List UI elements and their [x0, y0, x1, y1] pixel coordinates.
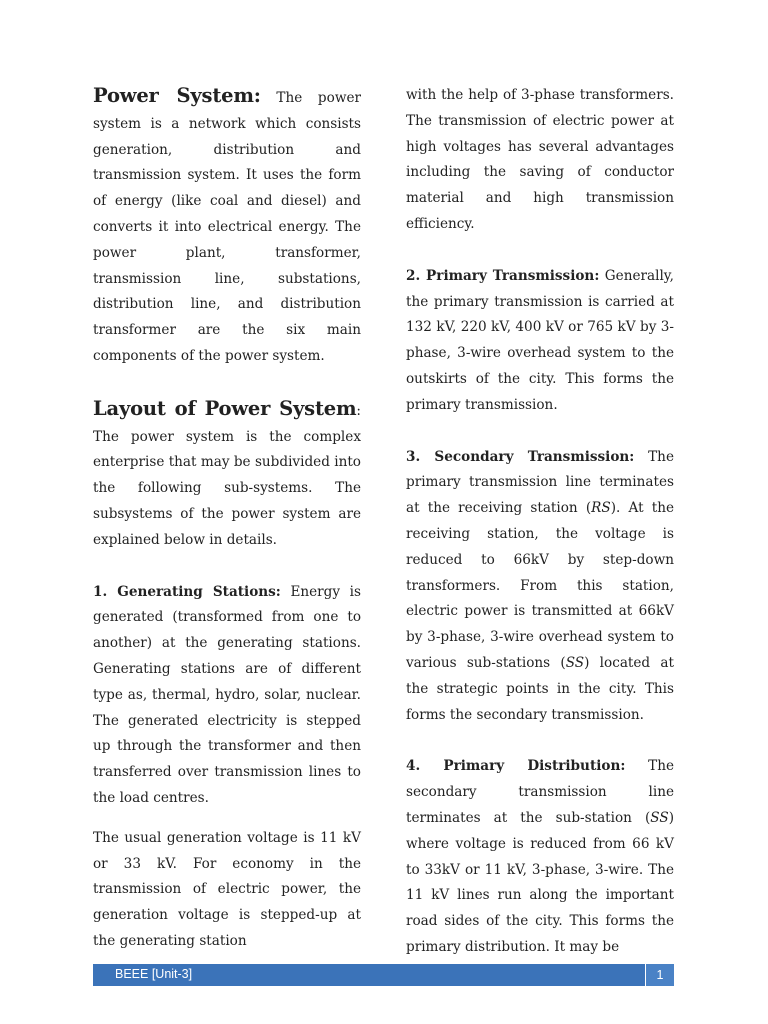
continuation-paragraph: with the help of 3-phase transformers. The transmission of electric power at high voltages has several advantages including the saving of conductor material and high transmission efficiency.	[406, 87, 674, 232]
layout-heading: Layout of Power System	[93, 396, 357, 420]
secondary-transmission-heading: 3. Secondary Transmission:	[406, 448, 635, 465]
secondary-transmission-body-2: ). At the receiving station, the voltage is reduced to 66kV by step-down transformers. From this station, electric power is transmitted at 66kV by 3-phase, 3-wire overhead system to various sub-stations (	[406, 500, 674, 671]
generating-stations-paragraph	[93, 580, 361, 812]
power-system-body: The power system is a network which consists generation, distribution and transmission system. It uses the form of energy (like coal and diesel) and converts it into electrical energy. The power plant, transformer, transmission line, substations, distribution line, and distribution transformer are the six main components of the power system.	[93, 90, 361, 364]
primary-transmission-body: Generally, the primary transmission is carried at 132 kV, 220 kV, 400 kV or 765 kV by 3-phase, 3-wire overhead system to the outskirts of the city. This forms the primary transmission.	[406, 267, 674, 413]
page-footer	[93, 964, 674, 986]
primary-transmission-heading: 2. Primary Transmission:	[406, 267, 600, 284]
secondary-transmission-body-1: The primary transmission line terminates at the receiving station (	[406, 448, 674, 517]
layout-colon: :	[356, 402, 361, 419]
generation-voltage-paragraph: The usual generation voltage is 11 kV or 33 kV. For economy in the transmission of electric power, the generation voltage is stepped-up at the generating station	[93, 829, 361, 949]
secondary-transmission-body-3: ) located at the strategic points in the city. This forms the secondary transmission.	[406, 654, 674, 723]
page-number: 1	[646, 964, 674, 986]
power-system-paragraph	[93, 83, 361, 370]
primary-distribution-paragraph	[406, 754, 674, 960]
power-system-heading: Power System:	[93, 84, 261, 107]
layout-body: The power system is the complex enterprise that may be subdivided into the following sub-systems. The subsystems of the power system are explained below in details.	[93, 428, 361, 548]
primary-distribution-body-2: ) where voltage is reduced from 66 kV to 33kV or 11 kV, 3-phase, 3-wire. The 11 kV lines run along the important road sides of the city. This forms the primary distribution. It may be	[406, 809, 674, 955]
generating-stations-body: Energy is generated (transformed from one to another) at the generating stations. Generating stations are of different type as, thermal, hydro, solar, nuclear. The generated electricity is stepped up through the transformer and then transferred over transmission lines to the load centres.	[93, 583, 361, 806]
generating-stations-heading: 1. Generating Stations:	[93, 583, 281, 600]
footer-label: BEEE [Unit-3]	[115, 967, 193, 981]
primary-distribution-heading: 4. Primary Distribution:	[406, 758, 626, 775]
secondary-transmission-paragraph	[406, 445, 674, 729]
left-column	[93, 83, 361, 955]
layout-paragraph	[93, 396, 361, 554]
right-column	[406, 83, 674, 961]
sub-station-abbr-2: SS	[650, 809, 669, 826]
receiving-station-abbr: RS	[591, 500, 611, 517]
sub-station-abbr: SS	[565, 654, 585, 671]
primary-transmission-paragraph	[406, 264, 674, 419]
primary-distribution-body-1: The secondary transmission line terminates at the sub-station (	[406, 758, 674, 826]
